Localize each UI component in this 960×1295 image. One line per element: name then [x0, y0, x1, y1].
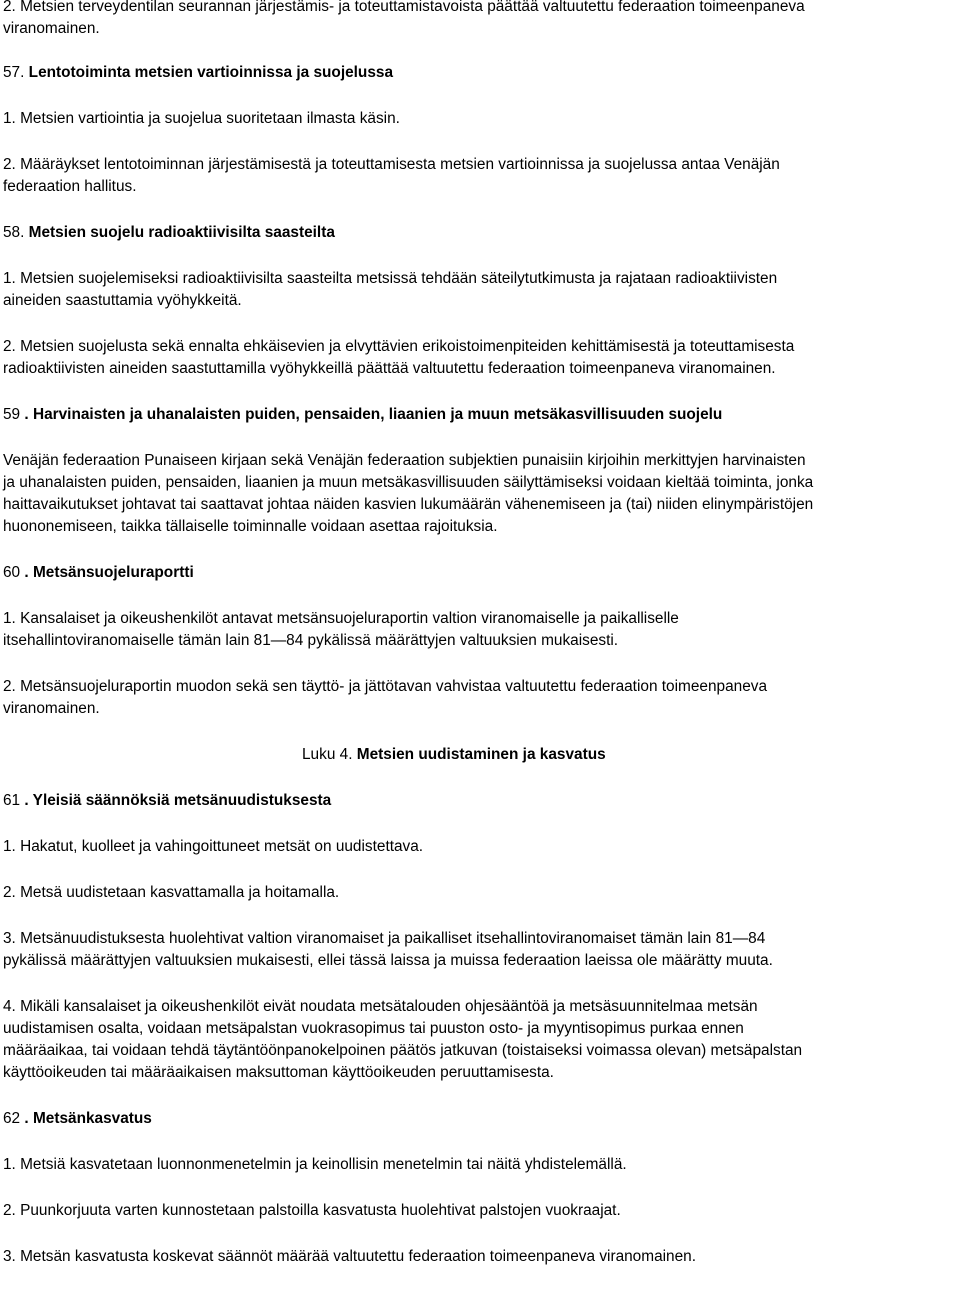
section-title: Metsien suojelu radioaktiivisilta saasteilta — [28, 224, 335, 241]
text-line: haittavaikutukset johtavat tai saattavat johtaa näiden kasvien lukumäärän vähenemiseen ja (tai) niiden elinympäristöjen — [3, 496, 814, 513]
text-line: 1. Metsien vartiointia ja suojelua suoritetaan ilmasta käsin. — [3, 110, 400, 127]
paragraph-60-2 — [3, 676, 958, 720]
section-number: 60 — [3, 564, 25, 581]
paragraph-56-2 — [3, 0, 958, 40]
paragraph-59 — [3, 450, 958, 538]
section-number: 59 — [3, 406, 25, 423]
section-number: 61 — [3, 792, 25, 809]
paragraph-61-4 — [3, 996, 958, 1084]
text-line: aineiden saastuttamia vyöhykkeitä. — [3, 292, 242, 309]
text-line: 3. Metsänuudistuksesta huolehtivat valtion viranomaiset ja paikalliset itsehallintoviranomaiset tämän lain 81—84 — [3, 930, 766, 947]
paragraph-57-2 — [3, 154, 958, 198]
chapter-prefix: Luku 4. — [302, 746, 357, 763]
text-line: 1. Kansalaiset ja oikeushenkilöt antavat metsänsuojeluraportin valtion viranomaiselle ja paikalliselle — [3, 610, 679, 627]
section-title: . Metsänsuojeluraportti — [24, 564, 194, 581]
section-number: 57. — [3, 64, 29, 81]
paragraph-60-1 — [3, 608, 958, 652]
text-line: itsehallintoviranomaiselle tämän lain 81—84 pykälissä määrättyjen valtuuksien mukaisesti. — [3, 632, 619, 649]
paragraph-61-1 — [3, 836, 958, 858]
text-line: käyttöoikeuden tai määräaikaisen maksuttoman käyttöoikeuden peruuttamisesta. — [3, 1064, 554, 1081]
paragraph-62-2 — [3, 1200, 958, 1222]
text-line: 1. Hakatut, kuolleet ja vahingoittuneet metsät on uudistettava. — [3, 838, 424, 855]
section-number: 58. — [3, 224, 29, 241]
section-title: . Harvinaisten ja uhanalaisten puiden, pensaiden, liaanien ja muun metsäkasvillisuuden suojelu — [24, 406, 723, 423]
paragraph-57-1 — [3, 108, 958, 130]
text-line: 2. Metsien terveydentilan seurannan järjestämis- ja toteuttamistavoista päättää valtuutettu federaation toimeenpaneva — [3, 0, 805, 15]
section-heading-57 — [3, 62, 958, 84]
section-title: Lentotoiminta metsien vartioinnissa ja suojelussa — [28, 64, 394, 81]
document-body — [3, 0, 958, 1292]
text-line: viranomainen. — [3, 700, 100, 717]
text-line: 2. Määräykset lentotoiminnan järjestämisestä ja toteuttamisesta metsien vartioinnissa ja suojelussa antaa Venäjän — [3, 156, 780, 173]
chapter-heading-4 — [3, 744, 958, 766]
section-title: . Yleisiä säännöksiä metsänuudistuksesta — [24, 792, 332, 809]
text-line: pykälissä määrättyjen valtuuksien mukaisesti, ellei tässä laissa ja muissa federaation laeissa ole määrätty muuta. — [3, 952, 773, 969]
text-line: määräaikaa, tai voidaan tehdä täytäntöönpanokelpoinen päätös jatkuvan (toistaiseksi voimassa olevan) metsäpalstan — [3, 1042, 803, 1059]
paragraph-61-2 — [3, 882, 958, 904]
paragraph-62-1 — [3, 1154, 958, 1176]
section-heading-60 — [3, 562, 958, 584]
section-title: . Metsänkasvatus — [24, 1110, 152, 1127]
paragraph-58-2 — [3, 336, 958, 380]
text-line: 3. Metsän kasvatusta koskevat säännöt määrää valtuutettu federaation toimeenpaneva viranomainen. — [3, 1248, 696, 1265]
section-heading-58 — [3, 222, 958, 244]
text-line: uudistamisen osalta, voidaan metsäpalstan vuokrasopimus tai puuston osto- ja myyntisopimus purkaa ennen — [3, 1020, 744, 1037]
paragraph-58-1 — [3, 268, 958, 312]
text-line: 1. Metsien suojelemiseksi radioaktiivisilta saasteilta metsissä tehdään säteilytutkimusta ja rajataan radioaktiivisten — [3, 270, 778, 287]
text-line: radioaktiivisten aineiden saastuttamilla vyöhykkeillä päättää valtuutettu federaation toimeenpaneva viranomainen. — [3, 360, 776, 377]
text-line: 2. Metsien suojelusta sekä ennalta ehkäisevien ja elvyttävien erikoistoimenpiteiden kehittämisestä ja toteuttamisesta — [3, 338, 795, 355]
text-line: 1. Metsiä kasvatetaan luonnonmenetelmin ja keinollisin menetelmin tai näitä yhdistelemällä. — [3, 1156, 627, 1173]
section-heading-59 — [3, 404, 958, 426]
text-line: huononemiseen, taikka tällaiselle toiminnalle voidaan asettaa rajoituksia. — [3, 518, 498, 535]
paragraph-61-3 — [3, 928, 958, 972]
text-line: federaation hallitus. — [3, 178, 137, 195]
text-line: 2. Metsänsuojeluraportin muodon sekä sen täyttö- ja jättötavan vahvistaa valtuutettu federaation toimeenpaneva — [3, 678, 768, 695]
text-line: Venäjän federaation Punaiseen kirjaan sekä Venäjän federaation subjektien punaisiin kirjoihin merkittyjen harvinaisten — [3, 452, 806, 469]
text-line: 4. Mikäli kansalaiset ja oikeushenkilöt eivät noudata metsätalouden ohjesääntöä ja metsäsuunnitelmaa metsän — [3, 998, 758, 1015]
section-heading-61 — [3, 790, 958, 812]
section-number: 62 — [3, 1110, 25, 1127]
chapter-title: Metsien uudistaminen ja kasvatus — [356, 746, 606, 763]
section-heading-62 — [3, 1108, 958, 1130]
text-line: ja uhanalaisten puiden, pensaiden, liaanien ja muun metsäkasvillisuuden säilyttämiseksi voidaan kieltää toiminta, jonka — [3, 474, 814, 491]
text-line: 2. Puunkorjuuta varten kunnostetaan palstoilla kasvatusta huolehtivat palstojen vuokraajat. — [3, 1202, 621, 1219]
text-line: viranomainen. — [3, 20, 100, 37]
paragraph-62-3 — [3, 1246, 958, 1268]
text-line: 2. Metsä uudistetaan kasvattamalla ja hoitamalla. — [3, 884, 340, 901]
